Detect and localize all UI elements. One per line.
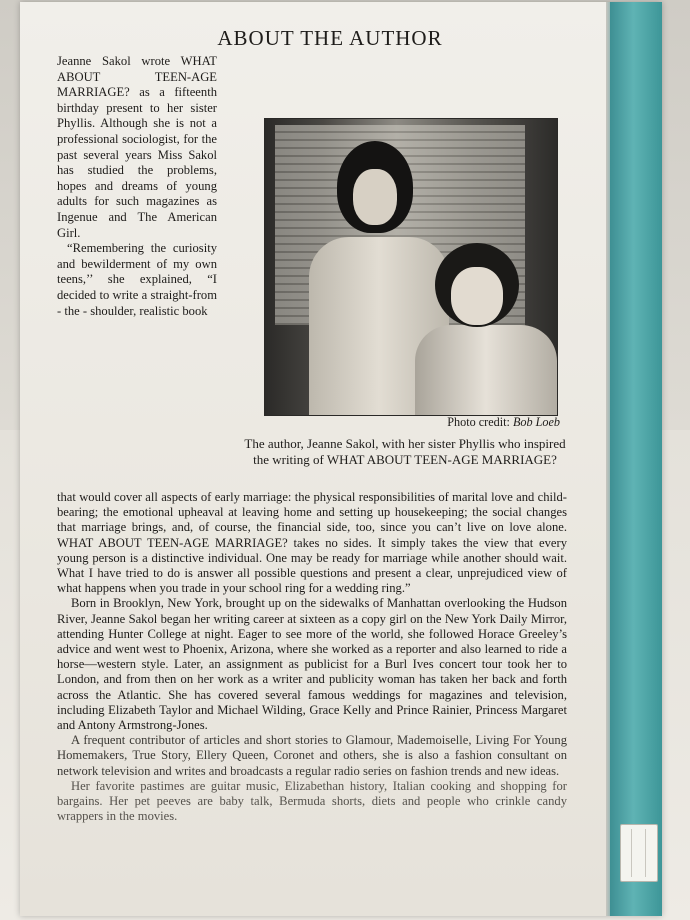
photo-caption: The author, Jeanne Sakol, with her sister Phyllis who inspired the writing of WHAT ABOUT TEEN-AGE MARRIAGE?	[244, 436, 566, 467]
author-photo	[264, 118, 558, 416]
standing-woman-face	[353, 169, 397, 225]
intro-column	[57, 54, 217, 319]
body-paragraph: A frequent contributor of articles and short stories to Glamour, Mademoiselle, Living For Young Homemakers, True Story, Ellery Queen, Coronet and others, she is also a fashion consultant on network television and writes and broadcasts a regular radio series on fashion trends and new ideas.	[57, 733, 567, 778]
book-spine	[610, 2, 662, 916]
author-page	[20, 2, 608, 916]
page-title: ABOUT THE AUTHOR	[217, 26, 443, 50]
quote-paragraph: “Remembering the curiosity and bewilderment of my own teens,’’ she explained, “I decided to write a straight-from - the - shoulder, realistic book	[57, 241, 217, 318]
photo-credit-label: Photo credit:	[447, 415, 510, 429]
photo-credit	[360, 415, 560, 430]
body-paragraph: Her favorite pastimes are guitar music, Elizabethan history, Italian cooking and shopping for bargains. Her pet peeves are baby talk, Bermuda shorts, diets and people who crinkle candy wrappers in the movies.	[57, 778, 567, 824]
seated-woman-face	[451, 267, 503, 325]
seated-woman	[415, 325, 557, 415]
body-text	[57, 490, 567, 824]
body-paragraph: that would cover all aspects of early marriage: the physical responsibilities of marital love and child-bearing; the emotional upheaval at leaving home and setting up housekeeping; the social changes that marriage brings, and, of course, the financial side, too, since you can’t live on love alone. WHAT ABOUT TEEN-AGE MARRIAGE? takes no sides. It simply takes the view that every young person is a distinctive individual. One may be ready for marriage while another should wait. What I have tried to do is answer all possible questions and present a clear, unprejudiced view of what happens when you trade in your school ring for a wedding ring.”	[57, 490, 567, 596]
photo-credit-name: Bob Loeb	[512, 415, 560, 429]
body-paragraph: Born in Brooklyn, New York, brought up on the sidewalks of Manhattan overlooking the Hudson River, Jeanne Sakol began her writing career at sixteen as a copy girl on the New York Daily Mirror, attending Hunter College at night. Eager to see more of the world, she followed Horace Greeley’s advice and went west to Phoenix, Arizona, where she worked as a reporter and also learned to ride a horse—western style. Later, an assignment as publicist for a Burl Ives concert tour took her to London, and from then on her work as a writer and publicity woman has taken her back and forth across the Atlantic. She has covered several famous weddings for magazines and television, including Elizabeth Taylor and Michael Wilding, Grace Kelly and Prince Rainier, Princess Margaret and Antony Armstrong-Jones.	[57, 596, 567, 733]
library-sticker	[620, 824, 658, 882]
intro-paragraph: Jeanne Sakol wrote WHAT ABOUT TEEN-AGE MARRIAGE? as a fifteenth birthday present to her sister Phyllis. Although she is not a professional sociologist, for the past several years Miss Sakol has studied the problems, hopes and dreams of young adults for such magazines as Ingenue and The American Girl.	[57, 54, 217, 240]
book-jacket-back	[20, 2, 662, 916]
